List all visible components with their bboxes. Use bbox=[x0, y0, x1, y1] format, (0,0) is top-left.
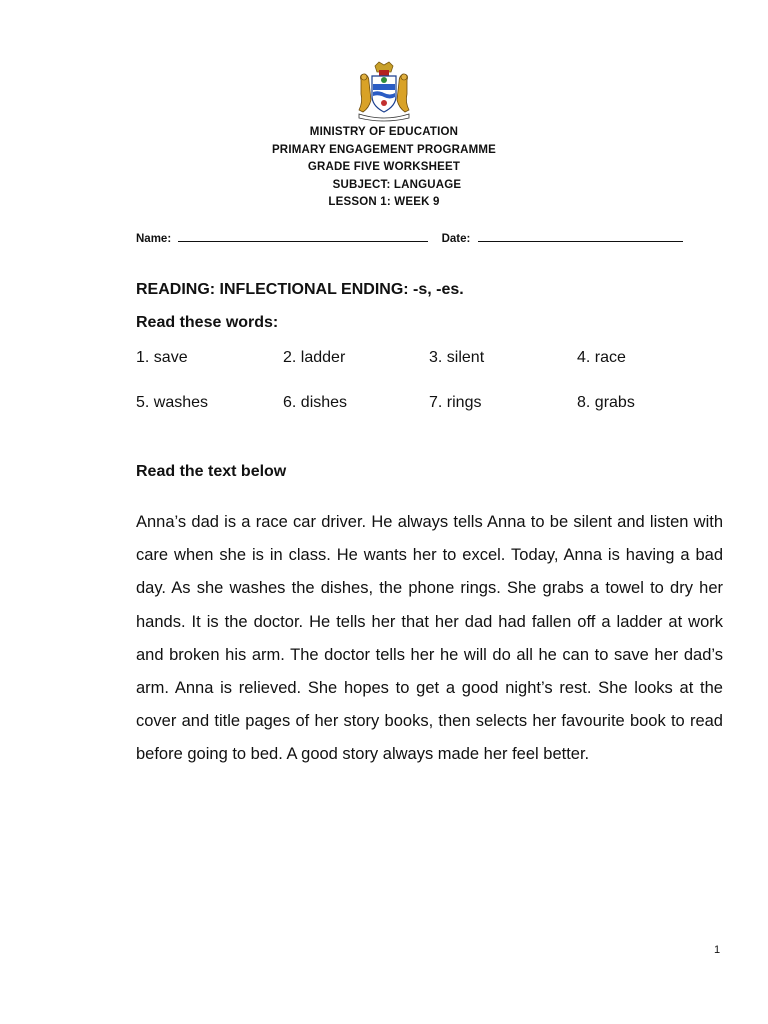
worksheet-header bbox=[0, 124, 768, 212]
word-item: 3. silent bbox=[429, 349, 485, 366]
page-number: 1 bbox=[714, 944, 721, 956]
subject-title: SUBJECT: LANGUAGE bbox=[332, 178, 462, 191]
reading-passage: Anna’s dad is a race car driver. He always tells Anna to be silent and listen with care when she is in class. He wants her to excel. Today, Anna is having a bad day. As she washes the dishes, the phone rings. She grabs a towel to dry her hands. It is the doctor. He tells her that her dad had fallen off a ladder at work and broken his arm. The doctor tells her he will do all he can to save her dad’s arm. Anna is relieved. She hopes to get a good night’s rest. She looks at the cover and title pages of her story books, then selects her favourite book to read before going to bed. A good story always made her feel better. bbox=[136, 513, 723, 764]
date-field[interactable] bbox=[478, 230, 683, 242]
word-list-instruction: Read these words: bbox=[136, 314, 279, 331]
name-date-row bbox=[136, 230, 696, 245]
word-item: 4. race bbox=[577, 349, 626, 366]
name-field[interactable] bbox=[178, 230, 428, 242]
word-item: 5. washes bbox=[136, 394, 209, 411]
lesson-title: LESSON 1: WEEK 9 bbox=[328, 196, 440, 209]
word-item: 2. ladder bbox=[283, 349, 346, 366]
grade-title: GRADE FIVE WORKSHEET bbox=[307, 161, 461, 174]
name-label: Name: bbox=[136, 233, 172, 245]
word-item: 8. grabs bbox=[577, 394, 635, 411]
word-item: 6. dishes bbox=[283, 394, 348, 411]
word-list bbox=[136, 347, 696, 413]
section-heading: READING: INFLECTIONAL ENDING: -s, -es. bbox=[136, 281, 464, 298]
word-item: 1. save bbox=[136, 349, 188, 366]
date-label: Date: bbox=[441, 233, 471, 245]
coat-of-arms-icon bbox=[353, 60, 415, 122]
programme-title: PRIMARY ENGAGEMENT PROGRAMME bbox=[271, 143, 497, 156]
word-item: 7. rings bbox=[429, 394, 482, 411]
ministry-title: MINISTRY OF EDUCATION bbox=[309, 126, 459, 138]
reading-text-heading: Read the text below bbox=[136, 463, 287, 480]
